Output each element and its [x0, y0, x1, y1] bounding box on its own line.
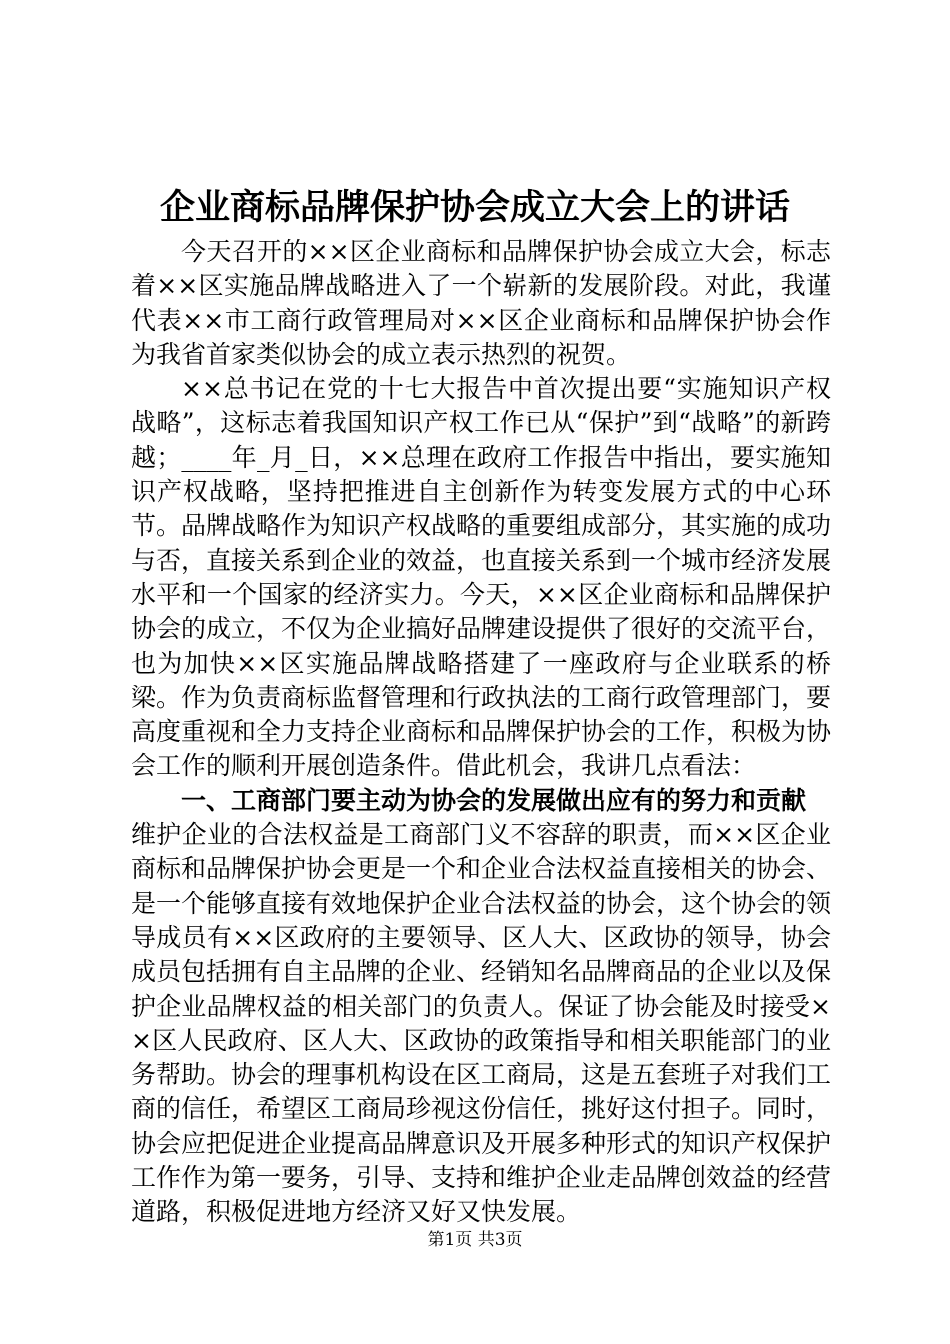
- paragraph-opening: 今天召开的××区企业商标和品牌保护协会成立大会，标志着××区实施品牌战略进入了一个崭新的发展阶段。对此，我谨代表××市工商行政管理局对××区企业商标和品牌保护协会作为我省首家类似协会的成立表示热烈的祝贺。: [131, 237, 831, 369]
- document-title: 企业商标品牌保护协会成立大会上的讲话: [159, 188, 790, 228]
- document-body: [131, 235, 831, 1230]
- section-heading: 一、工商部门要主动为协会的发展做出应有的努力和贡献: [181, 785, 807, 815]
- page-number-footer: 第1页 共3页: [427, 1230, 523, 1250]
- section-paragraph: 维护企业的合法权益是工商部门义不容辞的职责，而××区企业商标和品牌保护协会更是一个和企业合法权益直接相关的协会、是一个能够直接有效地保护企业合法权益的协会，这个协会的领导成员有××区政府的主要领导、区人大、区政协的领导，协会成员包括拥有自主品牌的企业、经销知名品牌商品的企业以及保护企业品牌权益的相关部门的负责人。保证了协会能及时接受××区人民政府、区人大、区政协的政策指导和相关职能部门的业务帮助。协会的理事机构设在区工商局，这是五套班子对我们工商的信任，希望区工商局珍视这份信任，挑好这付担子。同时，协会应把促进企业提高品牌意识及开展多种形式的知识产权保护工作作为第一要务，引导、支持和维护企业走品牌创效益的经营道路，积极促进地方经济又好又快发展。: [131, 820, 832, 1227]
- paragraph-strategy: ××总书记在党的十七大报告中首次提出要“实施知识产权战略”，这标志着我国知识产权工作已从“保护”到“战略”的新跨越；____年_月_日，××总理在政府工作报告中指出，要实施知识产权战略，坚持把推进自主创新作为转变发展方式的中心环节。品牌战略作为知识产权战略的重要组成部分，其实施的成功与否，直接关系到企业的效益，也直接关系到一个城市经济发展水平和一个国家的经济实力。今天，××区企业商标和品牌保护协会的成立，不仅为企业搞好品牌建设提供了很好的交流平台，也为加快××区实施品牌战略搭建了一座政府与企业联系的桥梁。作为负责商标监督管理和行政执法的工商行政管理部门，要高度重视和全力支持企业商标和品牌保护协会的工作，积极为协会工作的顺利开展创造条件。借此机会，我讲几点看法：: [131, 374, 832, 781]
